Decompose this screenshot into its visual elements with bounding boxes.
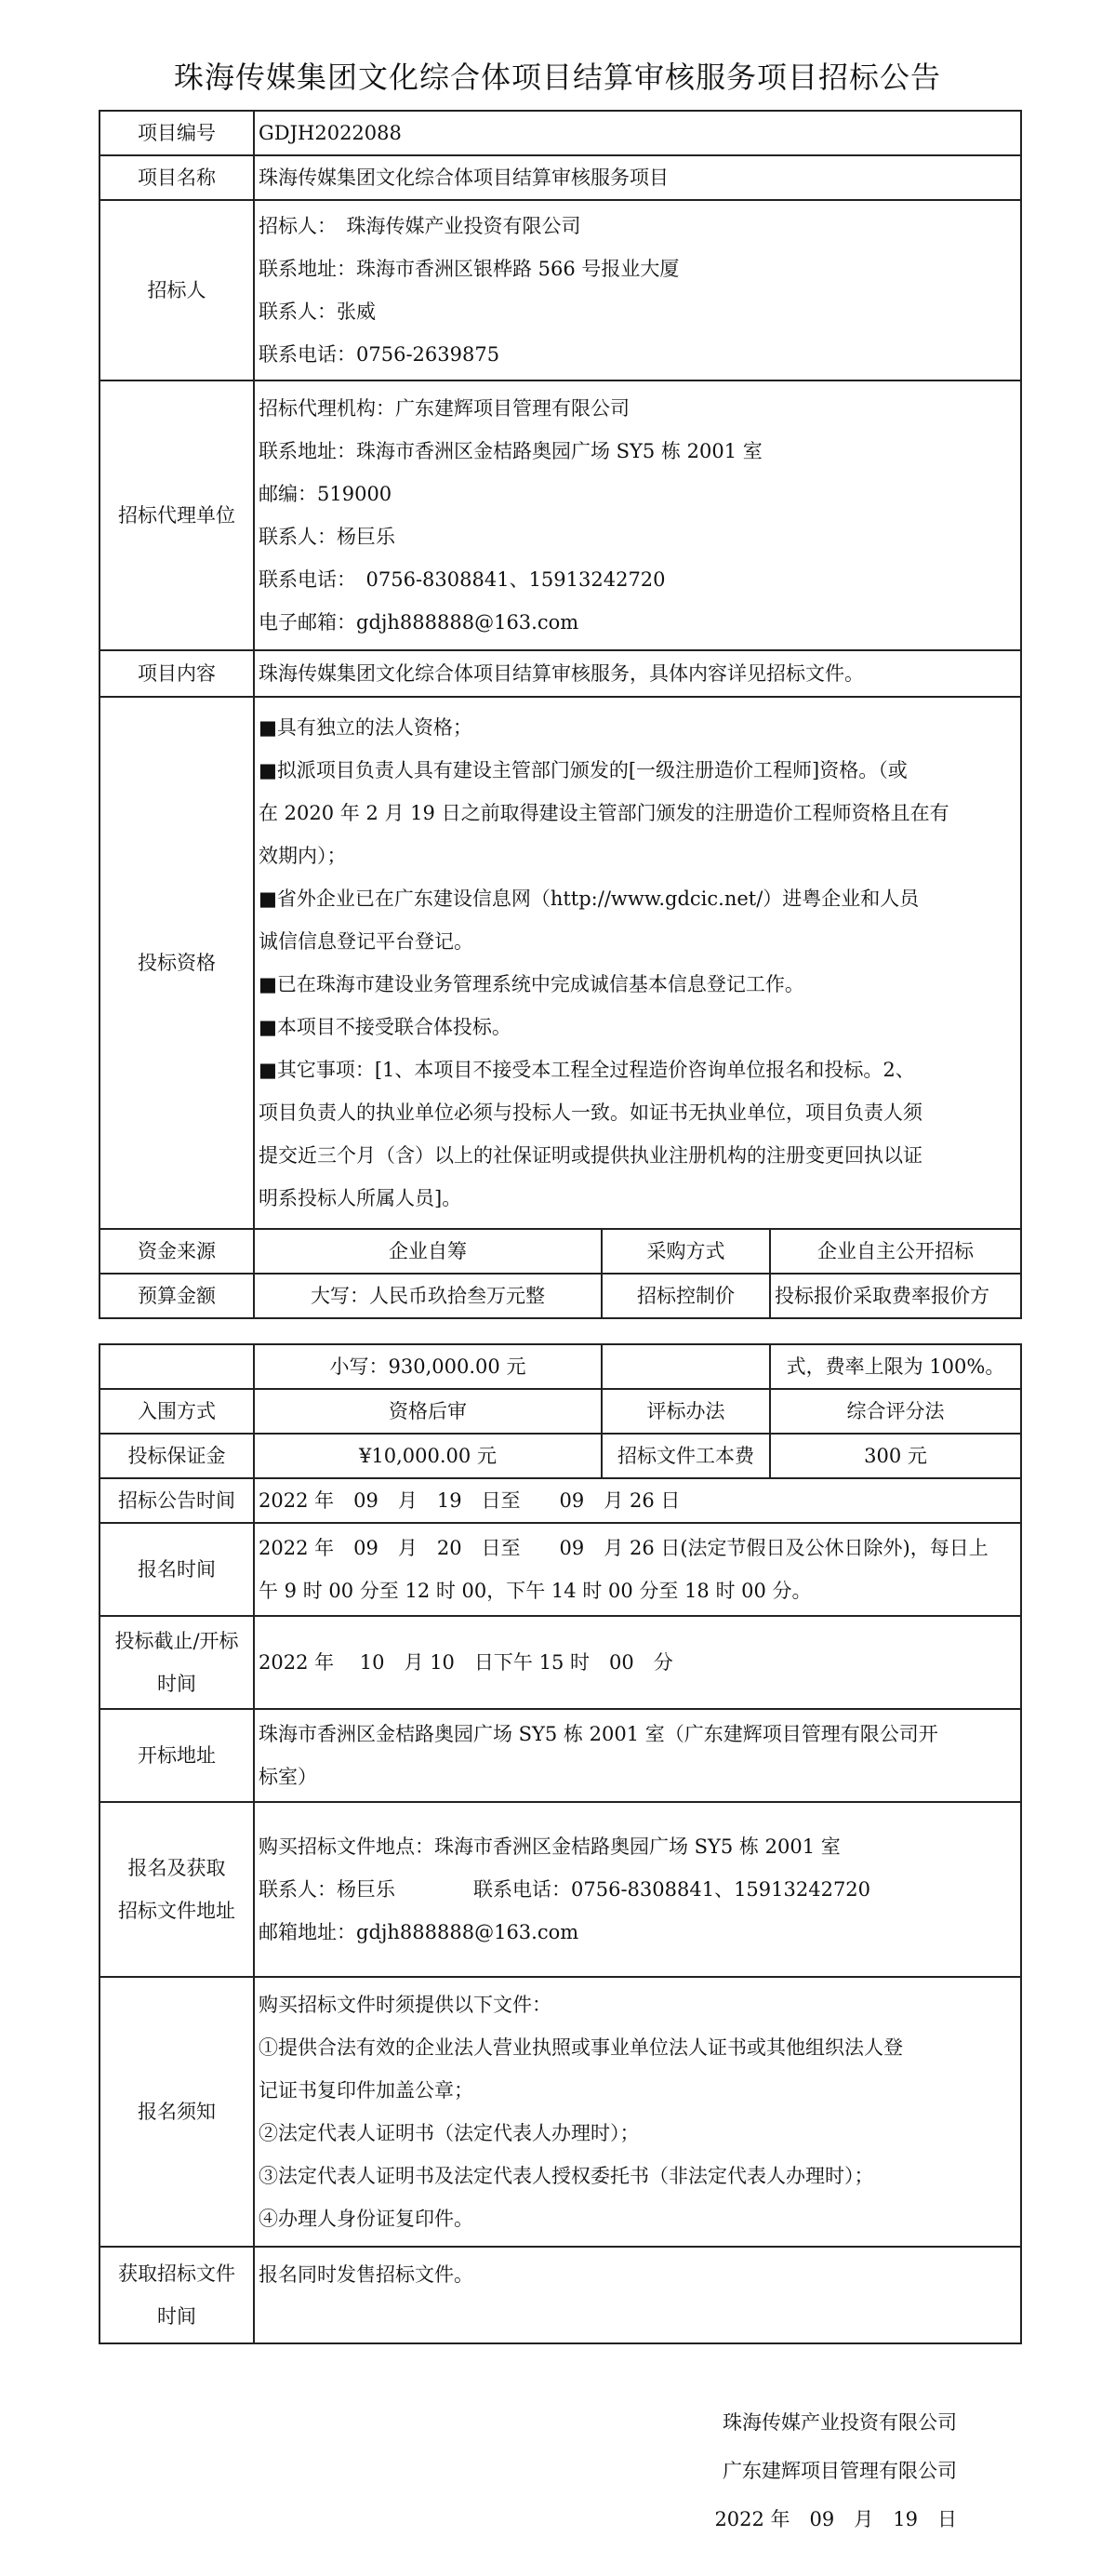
doc-fee-label: 招标文件工本费 xyxy=(602,1434,770,1478)
control-price-cont-empty xyxy=(602,1344,770,1389)
qualification-line: ■具有独立的法人资格； xyxy=(259,716,472,739)
control-price-value: 投标报价采取费率报价方 xyxy=(770,1274,1021,1318)
procurement-label: 采购方式 xyxy=(602,1229,770,1274)
page-title: 珠海传媒集团文化综合体项目结算审核服务项目招标公告 xyxy=(173,60,941,95)
row-notes xyxy=(100,1977,1021,2247)
row-deadline xyxy=(100,1616,1021,1709)
opening-place-line: 珠海市香洲区金桔路奥园广场 SY5 栋 2001 室（广东建辉项目管理有限公司开 xyxy=(259,1723,938,1745)
deadline-value: 2022 年 10 月 10 日下午 15 时 00 分 xyxy=(254,1616,1021,1709)
row-signup-time xyxy=(100,1523,1021,1616)
notes-line: ④办理人身份证复印件。 xyxy=(259,2208,473,2230)
signup-time-line: 2022 年 09 月 20 日至 09 月 26 日(法定节假日及公休日除外)，每日上 xyxy=(259,1537,989,1559)
signup-time-label: 报名时间 xyxy=(100,1523,254,1616)
row-qualification xyxy=(100,697,1021,1229)
evaluation-value: 综合评分法 xyxy=(770,1389,1021,1434)
qualification-line: ■已在珠海市建设业务管理系统中完成诚信基本信息登记工作。 xyxy=(259,973,804,995)
row-announce-time xyxy=(100,1478,1021,1523)
budget-cont-empty xyxy=(100,1344,254,1389)
row-deposit xyxy=(100,1434,1021,1478)
row-budget-cont xyxy=(100,1344,1021,1389)
agency-postcode: 邮编：519000 xyxy=(259,483,392,505)
agency-phone: 联系电话： 0756-8308841、15913242720 xyxy=(259,568,666,591)
qualification-line: 明系投标人所属人员]。 xyxy=(259,1187,462,1209)
qualification-info xyxy=(254,697,1021,1229)
row-admission xyxy=(100,1389,1021,1434)
signature-company-2: 广东建辉项目管理有限公司 xyxy=(723,2460,957,2482)
doc-purchase-place: 购买招标文件地点：珠海市香洲区金桔路奥园广场 SY5 栋 2001 室 xyxy=(259,1835,841,1858)
deadline-label-line: 投标截止/开标 xyxy=(114,1630,239,1652)
tenderer-name: 招标人： 珠海传媒产业投资有限公司 xyxy=(259,215,581,237)
agency-contact: 联系人：杨巨乐 xyxy=(259,526,395,548)
qualification-line: 提交近三个月（含）以上的社保证明或提供执业注册机构的注册变更回执以证 xyxy=(259,1144,923,1167)
agency-address: 联系地址：珠海市香洲区金桔路奥园广场 SY5 栋 2001 室 xyxy=(259,440,763,462)
control-price-value-cont: 式，费率上限为 100%。 xyxy=(770,1344,1021,1389)
row-budget xyxy=(100,1274,1021,1318)
tenderer-label: 招标人 xyxy=(100,200,254,380)
notes-line: ③法定代表人证明书及法定代表人授权委托书（非法定代表人办理时）； xyxy=(259,2165,874,2187)
row-funding xyxy=(100,1229,1021,1274)
project-no-value: GDJH2022088 xyxy=(254,111,1021,155)
row-content xyxy=(100,650,1021,697)
opening-place-info xyxy=(254,1709,1021,1802)
notes-line: ②法定代表人证明书（法定代表人办理时）； xyxy=(259,2122,640,2144)
signup-time-line: 午 9 时 00 分至 12 时 00，下午 14 时 00 分至 18 时 00 分。 xyxy=(259,1580,812,1602)
admission-label: 入围方式 xyxy=(100,1389,254,1434)
deposit-value: ¥10,000.00 元 xyxy=(254,1434,602,1478)
obtain-time-label xyxy=(100,2247,254,2343)
qualification-line: 诚信信息登记平台登记。 xyxy=(259,930,473,953)
notes-info xyxy=(254,1977,1021,2247)
project-name-value: 珠海传媒集团文化综合体项目结算审核服务项目 xyxy=(254,155,1021,200)
tenderer-info xyxy=(254,200,1021,380)
doc-address-info xyxy=(254,1802,1021,1977)
doc-contact: 联系人：杨巨乐 联系电话：0756-8308841、15913242720 xyxy=(259,1878,871,1901)
funding-value: 企业自筹 xyxy=(254,1229,602,1274)
notice-table-2 xyxy=(99,1343,1022,2344)
obtain-time-value: 报名同时发售招标文件。 xyxy=(254,2247,1021,2343)
announce-time-label: 招标公告时间 xyxy=(100,1478,254,1523)
qualification-label: 投标资格 xyxy=(100,697,254,1229)
row-tenderer xyxy=(100,200,1021,380)
notes-label: 报名须知 xyxy=(100,1977,254,2247)
qualification-line: 在 2020 年 2 月 19 日之前取得建设主管部门颁发的注册造价工程师资格且在有 xyxy=(259,802,949,824)
row-project-no xyxy=(100,111,1021,155)
qualification-line: ■其它事项：[1、本项目不接受本工程全过程造价咨询单位报名和投标。2、 xyxy=(259,1059,915,1081)
content-value: 珠海传媒集团文化综合体项目结算审核服务，具体内容详见招标文件。 xyxy=(254,650,1021,697)
agency-email: 电子邮箱：gdjh888888@163.com xyxy=(259,611,579,634)
agency-label: 招标代理单位 xyxy=(100,380,254,650)
deposit-label: 投标保证金 xyxy=(100,1434,254,1478)
budget-value-figures: 小写：930,000.00 元 xyxy=(254,1344,602,1389)
budget-value-words: 大写：人民币玖拾叁万元整 xyxy=(254,1274,602,1318)
procurement-value: 企业自主公开招标 xyxy=(770,1229,1021,1274)
qualification-line: ■拟派项目负责人具有建设主管部门颁发的[一级注册造价工程师]资格。（或 xyxy=(259,759,908,781)
notes-line: ①提供合法有效的企业法人营业执照或事业单位法人证书或其他组织法人登 xyxy=(259,2036,903,2059)
qualification-line: ■本项目不接受联合体投标。 xyxy=(259,1016,511,1038)
opening-place-line: 标室） xyxy=(259,1766,317,1788)
qualification-line: ■省外企业已在广东建设信息网（http://www.gdcic.net/）进粤企业和人员 xyxy=(259,888,920,910)
doc-address-label xyxy=(100,1802,254,1977)
deadline-label-line: 时间 xyxy=(157,1673,196,1695)
deadline-label xyxy=(100,1616,254,1709)
signature-date: 2022 年 09 月 19 日 xyxy=(714,2508,957,2530)
row-project-name xyxy=(100,155,1021,200)
content-label: 项目内容 xyxy=(100,650,254,697)
project-name-label: 项目名称 xyxy=(100,155,254,200)
tenderer-address: 联系地址：珠海市香洲区银桦路 566 号报业大厦 xyxy=(259,258,680,280)
agency-name: 招标代理机构：广东建辉项目管理有限公司 xyxy=(259,397,630,420)
row-obtain-time xyxy=(100,2247,1021,2343)
funding-label: 资金来源 xyxy=(100,1229,254,1274)
opening-place-label: 开标地址 xyxy=(100,1709,254,1802)
signup-time-info xyxy=(254,1523,1021,1616)
admission-value: 资格后审 xyxy=(254,1389,602,1434)
signature-company-1: 珠海传媒产业投资有限公司 xyxy=(723,2411,957,2434)
row-agency xyxy=(100,380,1021,650)
tenderer-phone: 联系电话：0756-2639875 xyxy=(259,343,500,366)
control-price-label: 招标控制价 xyxy=(602,1274,770,1318)
doc-address-label-line: 报名及获取 xyxy=(127,1857,226,1879)
obtain-time-label-line: 时间 xyxy=(157,2305,196,2328)
agency-info xyxy=(254,380,1021,650)
qualification-line: 项目负责人的执业单位必须与投标人一致。如证书无执业单位，项目负责人须 xyxy=(259,1101,923,1124)
doc-email: 邮箱地址：gdjh888888@163.com xyxy=(259,1921,579,1943)
obtain-time-label-line: 获取招标文件 xyxy=(118,2262,235,2285)
evaluation-label: 评标办法 xyxy=(602,1389,770,1434)
doc-address-label-line: 招标文件地址 xyxy=(118,1900,235,1922)
qualification-line: 效期内）； xyxy=(259,845,347,867)
budget-label: 预算金额 xyxy=(100,1274,254,1318)
notice-table-1 xyxy=(99,110,1022,1319)
row-opening-place xyxy=(100,1709,1021,1802)
notes-line: 记证书复印件加盖公章； xyxy=(259,2079,473,2102)
row-doc-address xyxy=(100,1802,1021,1977)
doc-fee-value: 300 元 xyxy=(770,1434,1021,1478)
tenderer-contact: 联系人：张威 xyxy=(259,300,376,323)
announce-time-value: 2022 年 09 月 19 日至 09 月 26 日 xyxy=(254,1478,1021,1523)
project-no-label: 项目编号 xyxy=(100,111,254,155)
notes-line: 购买招标文件时须提供以下文件： xyxy=(259,1994,551,2016)
